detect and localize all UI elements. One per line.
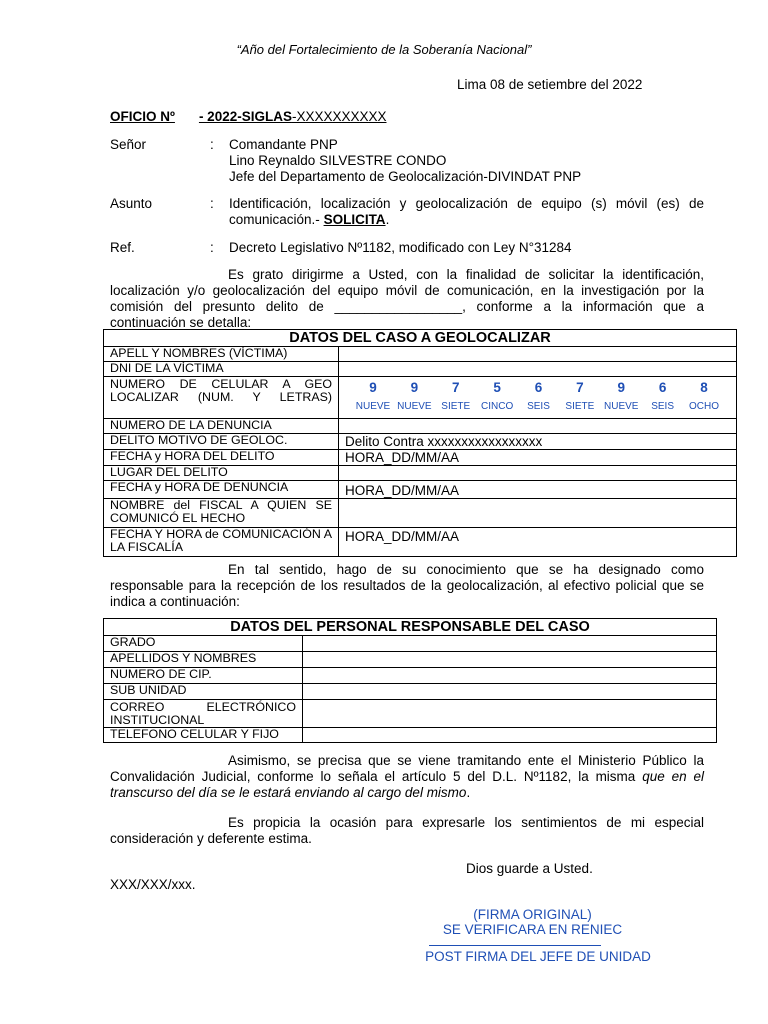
paragraph-4 — [110, 815, 704, 847]
signature-line-2: SE VERIFICARA EN RENIEC — [442, 922, 623, 937]
case-value-denuncia[interactable] — [339, 419, 737, 434]
case-value-fiscal[interactable] — [339, 499, 737, 528]
ref-label: Ref. — [110, 240, 135, 255]
case-label-fiscal: NOMBRE del FISCAL A QUIEN SE COMUNICÓ EL HECHO — [104, 499, 339, 528]
phone-digit — [601, 377, 641, 412]
phone-digit — [560, 377, 600, 412]
staff-label-grado: GRADO — [104, 636, 303, 652]
case-label-lugar: LUGAR DEL DELITO — [104, 466, 339, 481]
case-label-celular: NUMERO DE CELULAR A GEO LOCALIZAR (NUM. Y LETRAS) — [104, 377, 339, 419]
ref-text: Decreto Legislativo Nº1182, modificado con Ley N°31284 — [229, 240, 572, 255]
staff-label-cip: NUMERO DE CIP. — [104, 668, 303, 684]
recipient-line: Comandante PNP — [229, 137, 338, 152]
initials: XXX/XXX/xxx. — [110, 877, 196, 892]
paragraph-3-end: . — [466, 785, 471, 800]
phone-digit-word: SIETE — [441, 401, 471, 412]
phone-digit-word: NUEVE — [355, 401, 391, 412]
recipient-line: Jefe del Departamento de Geolocalización-DIVINDAT PNP — [229, 169, 582, 184]
phone-digit-number: 6 — [534, 380, 543, 395]
case-table-title: DATOS DEL CASO A GEOLOCALIZAR — [104, 330, 737, 347]
oficio-label: OFICIO Nº — [110, 109, 175, 124]
case-label-fecha-delito: FECHA y HORA DEL DELITO — [104, 450, 339, 466]
case-label-fecha-denuncia: FECHA y HORA DE DENUNCIA — [104, 481, 339, 499]
closing-greeting: Dios guarde a Usted. — [466, 861, 593, 876]
phone-digit-number: 6 — [658, 380, 667, 395]
phone-digits — [339, 377, 736, 412]
document-motto: “Año del Fortalecimiento de la Soberanía Nacional” — [236, 42, 532, 57]
staff-label-telefono: TELEFONO CELULAR Y FIJO — [104, 728, 303, 743]
case-label-dni: DNI DE LA VÍCTIMA — [104, 362, 339, 377]
staff-value-subunidad[interactable] — [303, 684, 717, 700]
case-value-lugar[interactable] — [339, 466, 737, 481]
paragraph-3-text: Asimismo, se precisa que se viene tramitando ente el Ministerio Público la Convalidación Judicial, conforme lo señala el artículo 5 del D.L. Nº1182, la misma — [110, 753, 704, 784]
asunto-body: Identificación, localización y geolocalización de equipo (s) móvil (es) de comunicación.- — [229, 196, 704, 227]
asunto-end: . — [385, 212, 390, 227]
paragraph-2-text: En tal sentido, hago de su conocimiento que se ha designado como responsable para la recepción de los resultados de la geolocalización, al efectivo policial que se indica a continuación: — [110, 562, 704, 609]
staff-label-subunidad: SUB UNIDAD — [104, 684, 303, 700]
phone-digit — [684, 377, 724, 412]
phone-digit-number: 9 — [410, 380, 419, 395]
staff-table-title: DATOS DEL PERSONAL RESPONSABLE DEL CASO — [104, 619, 717, 636]
recipient-line: Lino Reynaldo SILVESTRE CONDO — [229, 153, 447, 168]
staff-value-cip[interactable] — [303, 668, 717, 684]
signature-rule — [429, 945, 601, 946]
staff-value-correo[interactable] — [303, 700, 717, 728]
case-table — [103, 329, 737, 557]
post-signature: POST FIRMA DEL JEFE DE UNIDAD — [425, 949, 651, 964]
phone-digit-word: NUEVE — [604, 401, 639, 412]
phone-digit-number: 7 — [576, 380, 584, 395]
phone-digit-word: SEIS — [651, 401, 675, 412]
paragraph-3-italic: que en el transcurso del día se le estará enviando al cargo del mismo — [110, 769, 704, 800]
asunto-block — [110, 196, 704, 230]
case-value-celular[interactable] — [339, 377, 737, 419]
phone-digit-word: SIETE — [565, 401, 595, 412]
ref-block — [110, 240, 704, 258]
staff-value-grado[interactable] — [303, 636, 717, 652]
paragraph-3 — [110, 753, 704, 801]
phone-digit-number: 9 — [369, 380, 377, 395]
oficio-number: - 2022-SIGLAS — [198, 109, 292, 124]
case-value-victima[interactable] — [339, 347, 737, 362]
asunto-colon: : — [210, 196, 214, 211]
recipient-block — [110, 137, 704, 187]
asunto-label: Asunto — [110, 196, 153, 211]
phone-digit-number: 8 — [700, 380, 708, 395]
recipient-label: Señor — [110, 137, 147, 152]
staff-label-apellidos: APELLIDOS Y NOMBRES — [104, 652, 303, 668]
recipient-lines — [229, 137, 704, 185]
case-label-delito-motivo: DELITO MOTIVO DE GEOLOC. — [104, 434, 339, 450]
asunto-text — [229, 196, 704, 228]
case-value-dni[interactable] — [339, 362, 737, 377]
oficio-heading — [110, 109, 387, 124]
phone-digit-number: 9 — [617, 380, 625, 395]
paragraph-2 — [110, 562, 704, 610]
document-date: Lima 08 de setiembre del 2022 — [457, 77, 643, 92]
paragraph-4-text: Es propicia la ocasión para expresarle los sentimientos de mi especial consideración y deferente estima. — [110, 815, 704, 846]
phone-digit — [477, 377, 517, 412]
phone-digit-word: NUEVE — [397, 401, 432, 412]
phone-digit-word: CINCO — [481, 401, 514, 412]
staff-value-apellidos[interactable] — [303, 652, 717, 668]
case-label-denuncia: NUMERO DE LA DENUNCIA — [104, 419, 339, 434]
case-value-fecha-fiscalia[interactable]: HORA_DD/MM/AA — [339, 528, 737, 557]
intro-text: Es grato dirigirme a Usted, con la finalidad de solicitar la identificación, localización y/o geolocalización del equipo móvil de comunicación, en la investigación por la comisión del presunto delito de _________________, conforme a la información que a continuación se detalla: — [110, 267, 704, 330]
phone-digit — [643, 377, 683, 412]
signature-line-1: (FIRMA ORIGINAL) — [473, 907, 592, 922]
asunto-solicita: SOLICITA — [323, 212, 386, 227]
phone-digit — [436, 377, 476, 412]
phone-digit — [394, 377, 434, 412]
case-value-delito-motivo[interactable]: Delito Contra xxxxxxxxxxxxxxxxx — [339, 434, 737, 450]
case-value-fecha-denuncia[interactable]: HORA_DD/MM/AA — [339, 481, 737, 499]
phone-digit-word: SEIS — [527, 401, 550, 412]
ref-colon: : — [210, 240, 214, 255]
case-label-victima: APELL Y NOMBRES (VÍCTIMA) — [104, 347, 339, 362]
phone-digit — [519, 377, 559, 412]
staff-value-telefono[interactable] — [303, 728, 717, 743]
staff-label-correo: CORREO ELECTRÓNICO INSTITUCIONAL — [104, 700, 303, 728]
case-value-fecha-delito[interactable]: HORA_DD/MM/AA — [339, 450, 737, 466]
recipient-colon: : — [210, 137, 214, 152]
phone-digit — [353, 377, 393, 412]
phone-digit-number: 5 — [493, 380, 501, 395]
phone-digit-number: 7 — [451, 380, 460, 395]
phone-digit-word: OCHO — [689, 401, 719, 412]
oficio-suffix: -XXXXXXXXXX — [291, 109, 387, 124]
staff-table — [103, 618, 717, 743]
case-label-fecha-fiscalia: FECHA Y HORA de COMUNICACIÓN A LA FISCALÍA — [104, 528, 339, 557]
intro-paragraph — [110, 267, 704, 331]
